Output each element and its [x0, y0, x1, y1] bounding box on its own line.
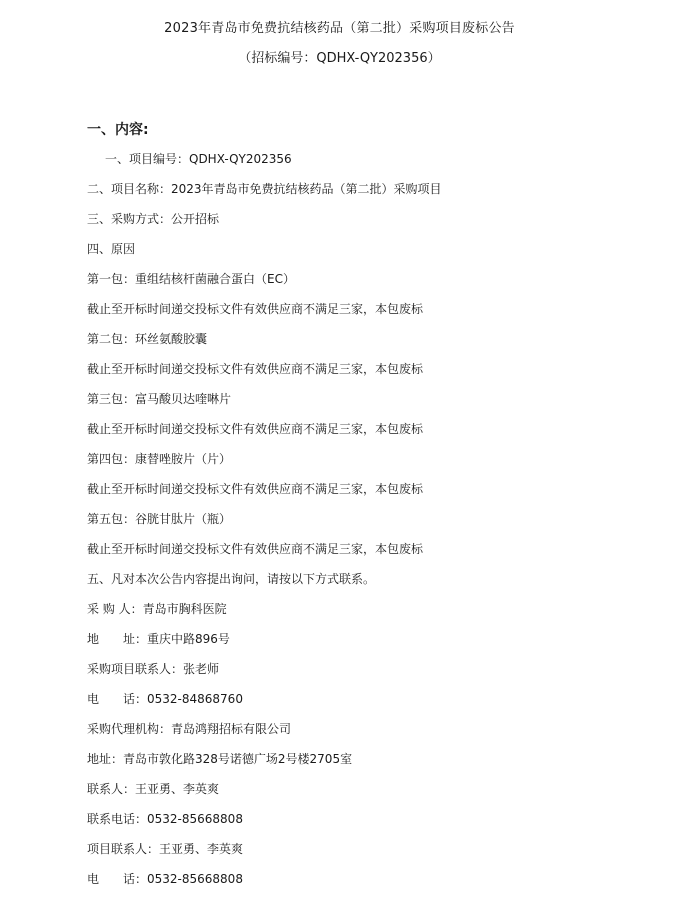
section-heading-content: 一、内容: [87, 122, 149, 138]
purchaser-address-line: 地 址：重庆中路896号 [87, 632, 230, 646]
package-2-reason: 截止至开标时间递交投标文件有效供应商不满足三家，本包废标 [87, 362, 424, 376]
purchaser-line: 采 购 人：青岛市胸科医院 [87, 602, 227, 616]
package-4-line: 第四包：康替唑胺片（片） [87, 452, 232, 466]
purchaser-contact-line: 采购项目联系人：张老师 [87, 662, 220, 676]
package-1-reason: 截止至开标时间递交投标文件有效供应商不满足三家，本包废标 [87, 302, 424, 316]
tender-number-subtitle: （招标编号：QDHX-QY202356） [238, 51, 441, 66]
agency-line: 采购代理机构：青岛鸿翔招标有限公司 [87, 722, 292, 736]
package-3-reason: 截止至开标时间递交投标文件有效供应商不满足三家，本包废标 [87, 422, 424, 436]
package-2-line: 第二包：环丝氨酸胶囊 [87, 332, 208, 346]
agency-phone-line: 联系电话：0532-85668808 [87, 812, 243, 826]
procurement-method-line: 三、采购方式：公开招标 [87, 212, 220, 226]
announcement-body [87, 149, 667, 899]
document-title: 2023年青岛市免费抗结核药品（第二批）采购项目废标公告 [164, 21, 515, 36]
document-header [0, 18, 679, 70]
contact-intro-line: 五、凡对本次公告内容提出询问，请按以下方式联系。 [87, 572, 376, 586]
package-5-line: 第五包：谷胱甘肽片（瓶） [87, 512, 232, 526]
project-phone-line: 电 话：0532-85668808 [87, 872, 243, 886]
reason-heading: 四、原因 [87, 242, 136, 256]
project-name-line: 二、项目名称：2023年青岛市免费抗结核药品（第二批）采购项目 [87, 182, 442, 196]
package-1-line: 第一包：重组结核杆菌融合蛋白（EC） [87, 272, 295, 286]
package-3-line: 第三包：富马酸贝达喹啉片 [87, 392, 232, 406]
agency-contact-line: 联系人：王亚勇、李英爽 [87, 782, 220, 796]
purchaser-phone-line: 电 话：0532-84868760 [87, 692, 243, 706]
package-5-reason: 截止至开标时间递交投标文件有效供应商不满足三家，本包废标 [87, 542, 424, 556]
agency-address-line: 地址：青岛市敦化路328号诺德广场2号楼2705室 [87, 752, 353, 766]
project-contact-line: 项目联系人：王亚勇、李英爽 [87, 842, 244, 856]
project-number-line: 一、项目编号：QDHX-QY202356 [105, 152, 292, 166]
package-4-reason: 截止至开标时间递交投标文件有效供应商不满足三家，本包废标 [87, 482, 424, 496]
